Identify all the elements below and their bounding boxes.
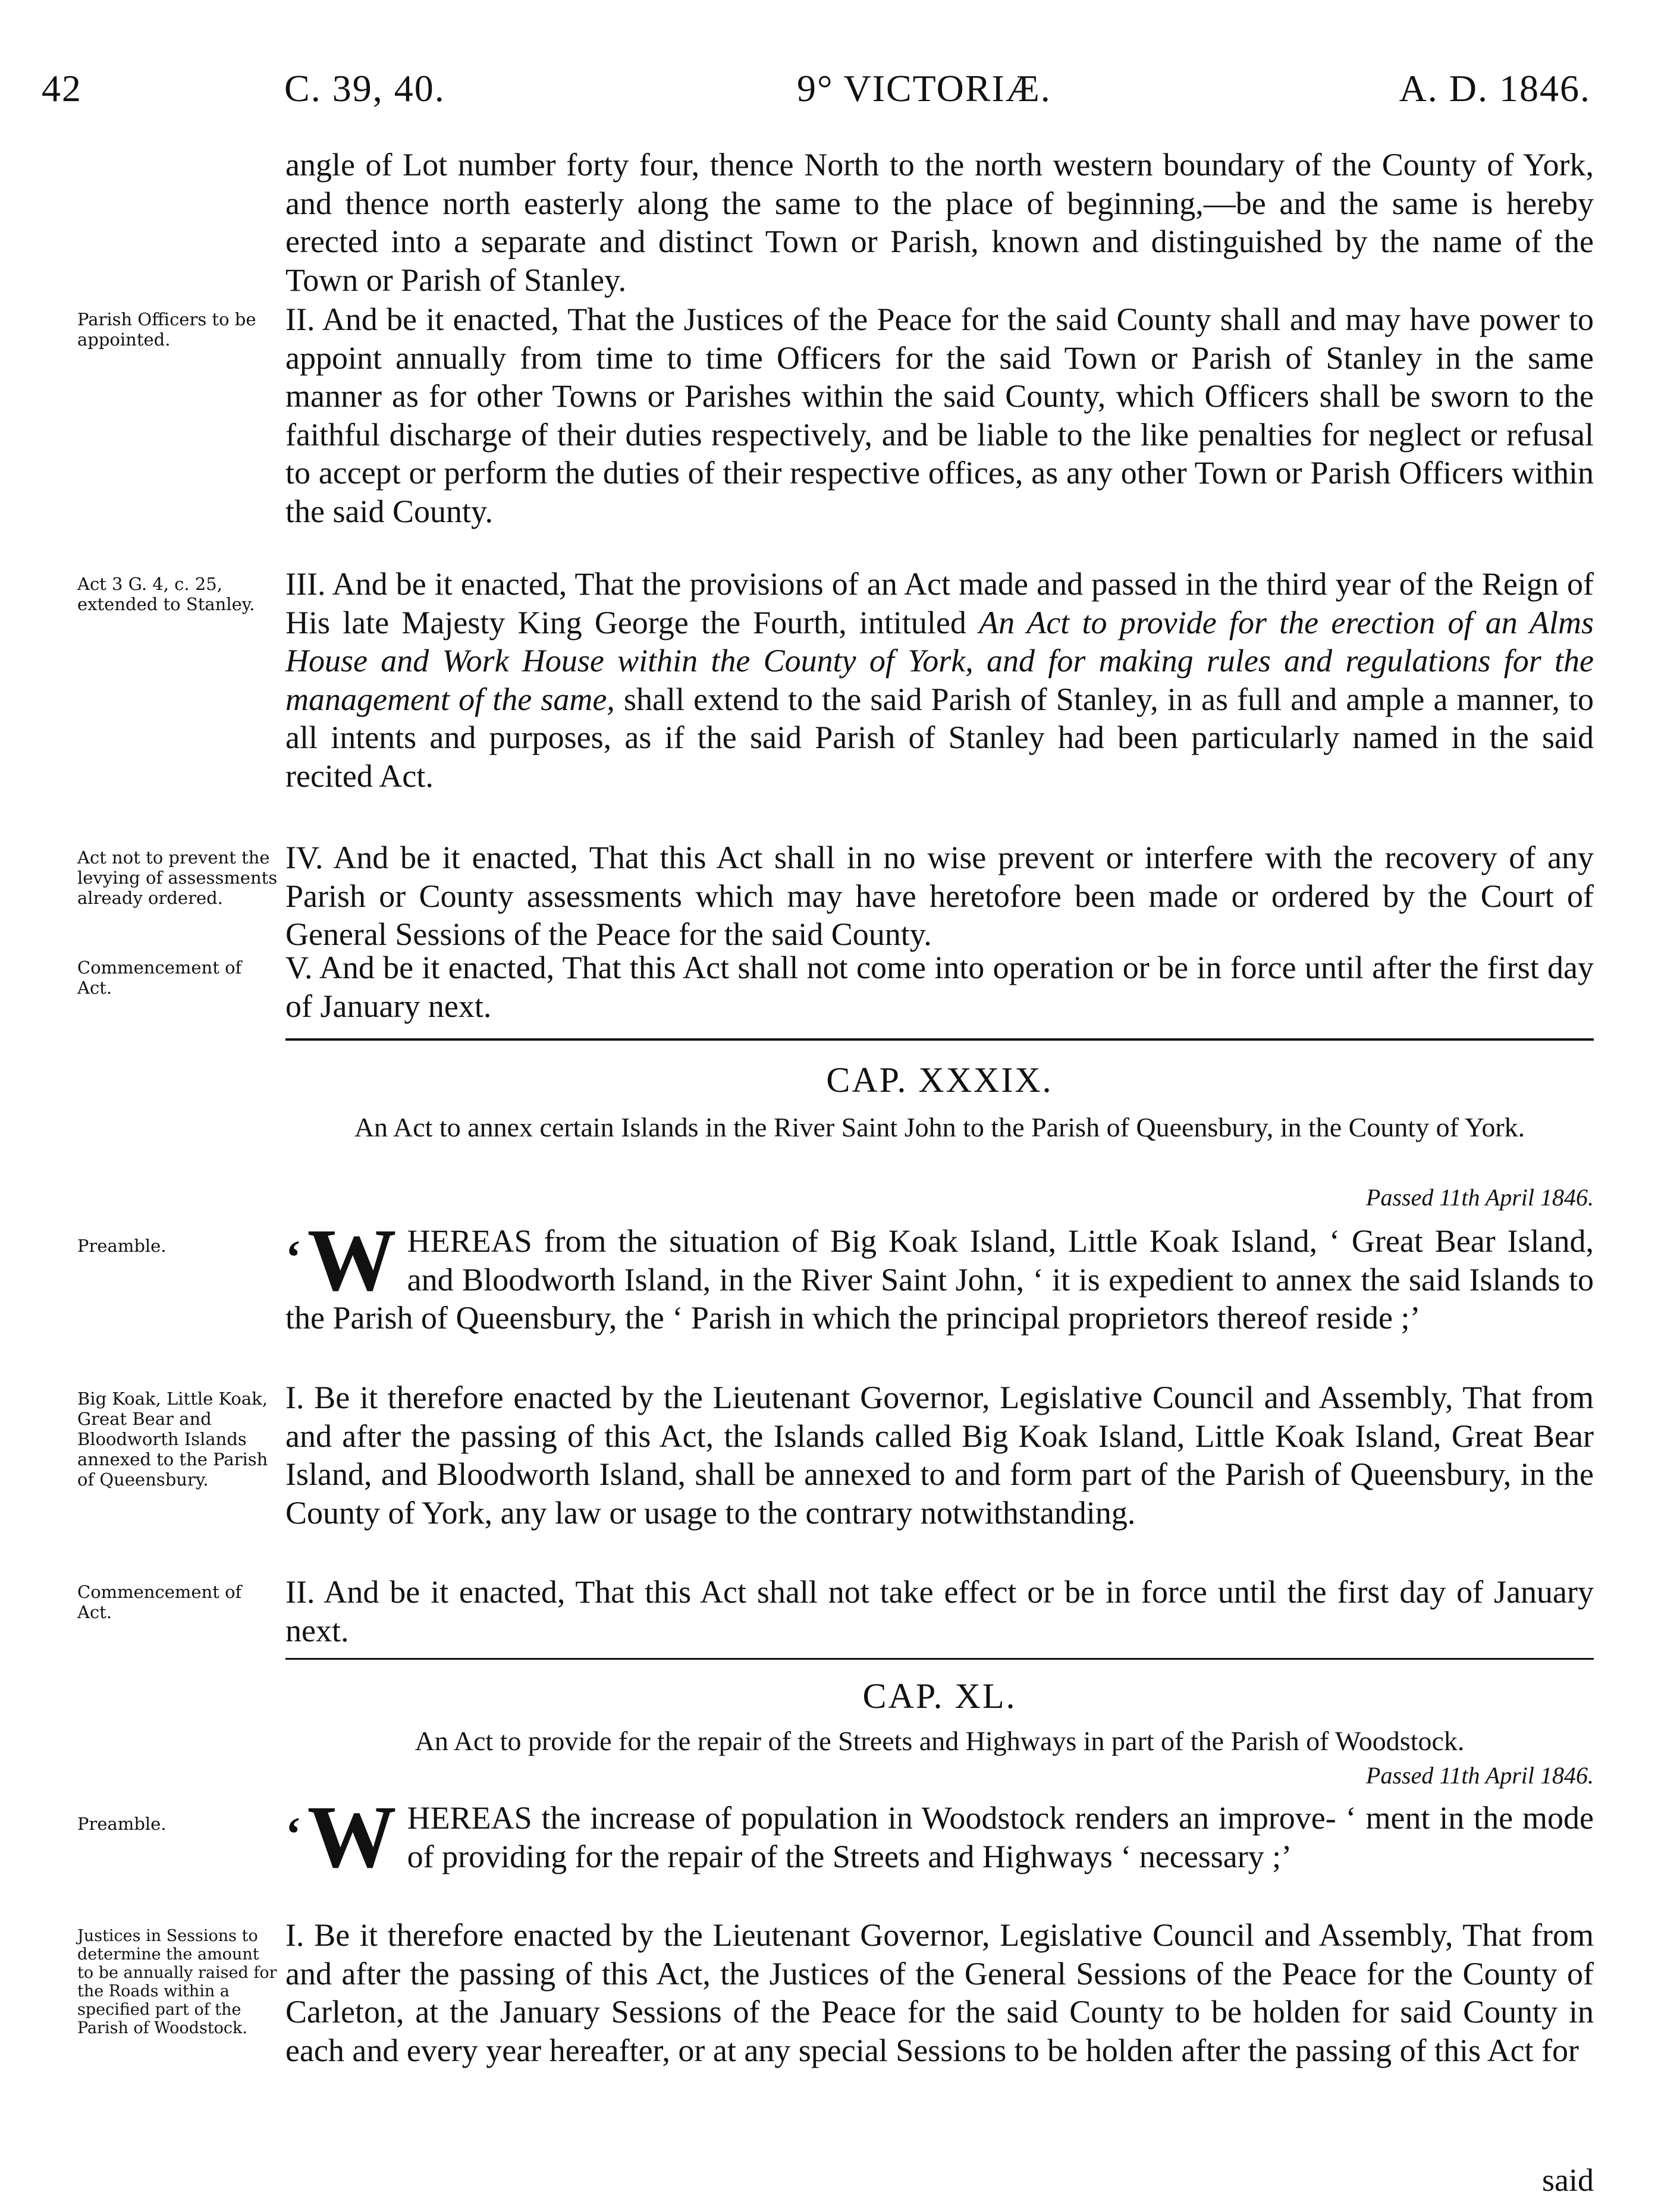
margin-note-commencement-1: Commencement of Act. <box>77 957 242 998</box>
margin-note-justices-sessions: Justices in Sessions to determine the amount to be annually raised for the Roads within a specified part of the Parish of Woodstock. <box>77 1927 277 2037</box>
chapter-reference: C. 39, 40. <box>284 67 445 109</box>
cap-40-section-1-text: I. Be it therefore enacted by the Lieutenant Governor, Legislative Council and Assembly, That from and after the passing of this Act, the Justices of the General Sessions of the Peace for the County of Carleton, at the January Sessions of the Peace for the said County to be holden for said County in each and every year hereafter, or at any special Sessions to be holden after the passing of this Act for <box>285 1917 1594 2068</box>
section-4-text: IV. And be it enacted, That this Act shall in no wise prevent or interfere with the recovery of any Parish or County assessments which may have heretofore been made or ordered by the Court of General Sessions of the Peace for the said County. <box>285 840 1594 952</box>
act-continuation <box>285 146 1594 299</box>
cap-39-section-2-text: II. And be it enacted, That this Act shall not take effect or be in force until the first day of January next. <box>285 1574 1594 1648</box>
page-number: 42 <box>42 67 82 109</box>
margin-note-assessments: Act not to prevent the levying of assessments already ordered. <box>77 847 278 908</box>
drop-capital: W <box>307 1788 397 1886</box>
section-5-stanley <box>285 949 1594 1025</box>
opening-quote-mark: ‘ <box>285 1808 302 1861</box>
continuation-paragraph: angle of Lot number forty four, thence North to the north western boundary of the County of York, and thence north easterly along the same to the place of beginning,—be and the same is hereby erected into a separate and distinct Town or Parish, known and distinguished by the name of the Town or Parish of Stanley. <box>285 147 1594 298</box>
margin-note-islands-annexed: Big Koak, Little Koak, Great Bear and Bloodworth Islands annexed to the Parish of Queensbury. <box>77 1389 268 1490</box>
cap-39-section-1 <box>285 1378 1594 1532</box>
section-4-stanley <box>285 838 1594 954</box>
cap-39-title: CAP. XXXIX. <box>826 1060 1053 1100</box>
section-3-text <box>285 565 1594 795</box>
cap-40-preamble <box>285 1788 1594 1886</box>
cap-39-section-2 <box>285 1573 1594 1650</box>
margin-note-commencement-39: Commencement of Act. <box>77 1582 242 1622</box>
section-3-text-a: III. And be it enacted, That the provisions of an Act made and passed in the third year of the Reign of His late Majesty King George the Fourth, intituled <box>285 566 1594 640</box>
calendar-year: A. D. 1846. <box>1399 67 1591 109</box>
cap-39-preamble-text <box>285 1211 1594 1337</box>
cap-39-section-1-text: I. Be it therefore enacted by the Lieutenant Governor, Legislative Council and Assembly, That from and after the passing of this Act, the Islands called Big Koak Island, Little Koak Island, Great Bear Island, and Bloodworth Island, shall be annexed to and form part of the Parish of Queensbury, in the County of York, any law or usage to the contrary notwithstanding. <box>285 1380 1594 1531</box>
running-header <box>0 67 1680 120</box>
section-5-text: V. And be it enacted, That this Act shall not come into operation or be in force until after the first day of January next. <box>285 950 1594 1024</box>
margin-note-parish-officers: Parish Officers to be appointed. <box>77 309 256 350</box>
margin-note-preamble-39: Preamble. <box>77 1236 167 1256</box>
cap-40-passed-date: Passed 11th April 1846. <box>1366 1762 1594 1789</box>
recited-act-title: An Act to provide for the erection of an Alms House and Work House within the County of York, and for making rules and regulations for the management of the same, <box>285 604 1594 717</box>
regnal-year: 9° VICTORIÆ. <box>797 67 1051 109</box>
opening-quote-mark: ‘ <box>285 1232 302 1284</box>
section-3-stanley <box>285 565 1594 795</box>
margin-note-act-extended: Act 3 G. 4, c. 25, extended to Stanley. <box>77 574 255 614</box>
cap-40-preamble-text <box>285 1788 1594 1886</box>
section-divider-2 <box>285 1658 1594 1660</box>
cap-40-section-1 <box>285 1916 1594 2069</box>
cap-40-description: An Act to provide for the repair of the Streets and Highways in part of the Parish of Woodstock. <box>414 1726 1465 1756</box>
section-3-text-b: shall extend to the said Parish of Stanley, in as full and ample a manner, to all intents and purposes, as if the said Parish of Stanley had been particularly named in the said recited Act. <box>285 681 1594 794</box>
margin-note-preamble-40: Preamble. <box>77 1814 167 1834</box>
cap-40-title: CAP. XL. <box>862 1676 1017 1716</box>
cap-39-passed-date: Passed 11th April 1846. <box>1366 1184 1594 1211</box>
cap-39-preamble-body: HEREAS from the situation of Big Koak Island, Little Koak Island, ‘ Great Bear Island, and Bloodworth Island, in the River Saint John, ‘ it is expedient to annex the said Islands to the Parish of Queensbury, the ‘ Parish in which the principal proprietors thereof reside ;’ <box>285 1223 1594 1336</box>
section-divider-1 <box>285 1038 1594 1041</box>
cap-40-preamble-body: HEREAS the increase of population in Woodstock renders an improve- ‘ ment in the mode of providing for the repair of the Streets and Highways ‘ necessary ;’ <box>407 1800 1594 1874</box>
cap-39-preamble <box>285 1211 1594 1337</box>
section-2-text: II. And be it enacted, That the Justices of the Peace for the said County shall and may have power to appoint annually from time to time Officers for the said Town or Parish of Stanley in the same manner as for other Towns or Parishes within the said County, which Officers shall be sworn to the faithful discharge of their duties respectively, and be liable to the like penalties for neglect or refusal to accept or perform the duties of their respective offices, as any other Town or Parish Officers within the said County. <box>285 302 1594 529</box>
cap-39-description: An Act to annex certain Islands in the River Saint John to the Parish of Queensbury, in the County of York. <box>354 1112 1525 1142</box>
catchword: said <box>1542 2162 1594 2198</box>
drop-capital: W <box>307 1211 397 1309</box>
section-2-stanley <box>285 300 1594 530</box>
